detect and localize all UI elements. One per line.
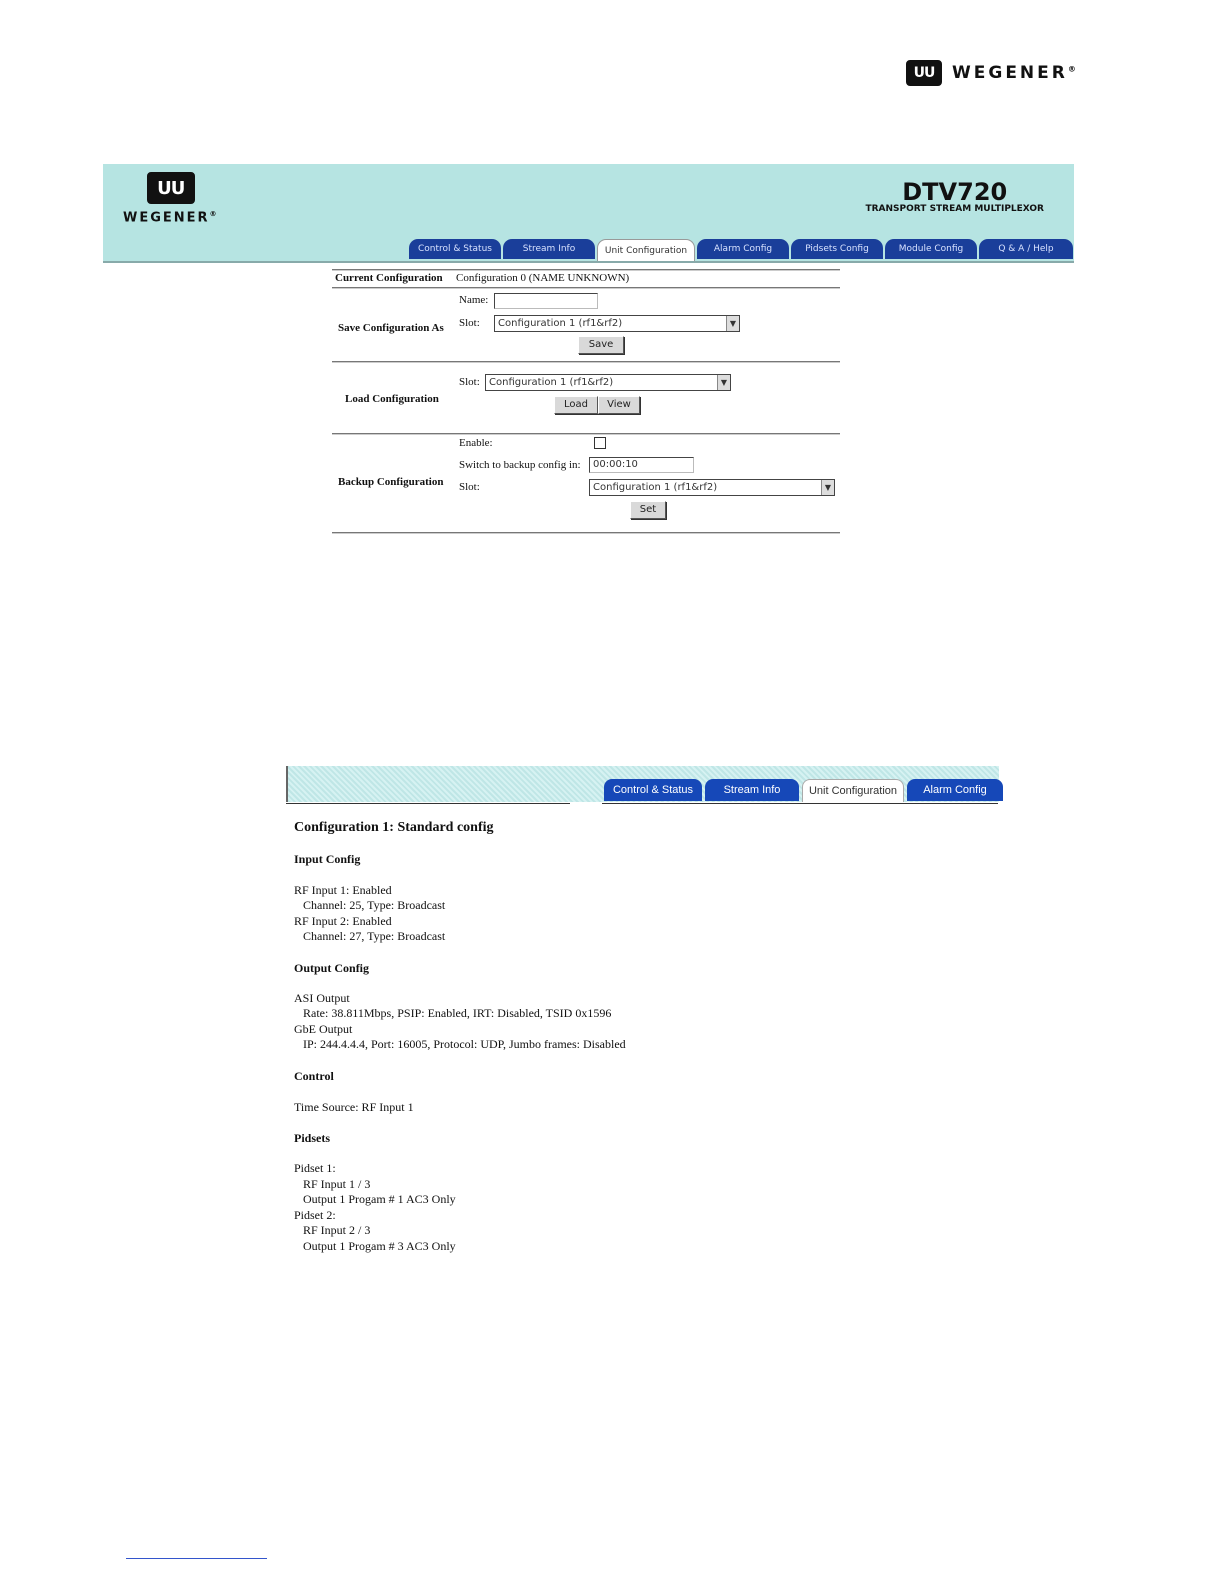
current-config-value: Configuration 0 (NAME UNKNOWN) <box>456 272 630 284</box>
output-config-heading: Output Config <box>294 961 370 975</box>
output-line: IP: 244.4.4.4, Port: 16005, Protocol: UDP, Jumbo frames: Disabled <box>303 1037 626 1051</box>
tab-control-status[interactable]: Control & Status <box>604 779 702 801</box>
control-line: Time Source: RF Input 1 <box>294 1100 414 1114</box>
save-slot-value: Configuration 1 (rf1&rf2) <box>498 318 623 329</box>
output-line: GbE Output <box>294 1022 353 1036</box>
wegener-logo-mark: UU <box>906 60 942 86</box>
save-slot-select[interactable] <box>494 315 740 332</box>
set-button[interactable]: Set <box>630 501 666 519</box>
output-line: ASI Output <box>294 991 350 1005</box>
tab-unit-configuration[interactable]: Unit Configuration <box>802 779 904 802</box>
tab-control-status[interactable]: Control & Status <box>409 239 501 259</box>
header-rule <box>602 803 998 804</box>
input-line: Channel: 27, Type: Broadcast <box>303 929 446 943</box>
chevron-down-icon[interactable]: ▼ <box>717 375 730 390</box>
divider <box>332 269 840 271</box>
switch-backup-label: Switch to backup config in: <box>459 459 581 471</box>
tab-alarm-config[interactable]: Alarm Config <box>907 779 1003 801</box>
product-title <box>865 180 1044 214</box>
pidset-line: Pidset 1: <box>294 1161 336 1175</box>
header-logo <box>123 172 219 225</box>
header-logo-text: WEGENER® <box>123 210 219 226</box>
save-slot-label: Slot: <box>459 317 480 329</box>
view-button[interactable]: View <box>598 396 640 414</box>
divider <box>332 532 840 534</box>
unit-config-screenshot-1 <box>103 164 1074 540</box>
switch-backup-input[interactable]: 00:00:10 <box>589 457 694 473</box>
product-model: DTV720 <box>902 178 1008 206</box>
page-logo <box>906 60 1079 86</box>
tab-unit-configuration[interactable]: Unit Configuration <box>597 239 695 261</box>
save-name-input[interactable] <box>494 293 598 309</box>
load-slot-select[interactable] <box>485 374 731 391</box>
save-button[interactable]: Save <box>578 336 624 354</box>
control-heading: Control <box>294 1069 334 1083</box>
app-header <box>103 164 1074 263</box>
wegener-logo-text: WEGENER® <box>952 63 1079 83</box>
config-view-screenshot-2 <box>286 766 998 1266</box>
load-config-label: Load Configuration <box>345 393 439 405</box>
backup-enable-label: Enable: <box>459 437 493 449</box>
header-logo-mark: UU <box>147 172 195 204</box>
input-line: RF Input 2: Enabled <box>294 914 392 928</box>
load-button[interactable]: Load <box>554 396 598 414</box>
chevron-down-icon[interactable]: ▼ <box>726 316 739 331</box>
tab-alarm-config[interactable]: Alarm Config <box>697 239 789 259</box>
tab-module-config[interactable]: Module Config <box>885 239 977 259</box>
pidset-line: RF Input 2 / 3 <box>303 1223 371 1237</box>
footnote-rule <box>126 1558 267 1559</box>
divider <box>332 361 840 363</box>
pidset-line: Output 1 Progam # 1 AC3 Only <box>303 1192 456 1206</box>
divider <box>332 433 840 435</box>
load-slot-label: Slot: <box>459 376 480 388</box>
header-rule <box>286 803 570 804</box>
input-line: Channel: 25, Type: Broadcast <box>303 898 446 912</box>
input-config-heading: Input Config <box>294 852 361 866</box>
backup-config-label: Backup Configuration <box>338 476 444 488</box>
current-config-label: Current Configuration <box>335 272 443 284</box>
divider <box>332 287 840 289</box>
backup-slot-label: Slot: <box>459 481 480 493</box>
backup-enable-checkbox[interactable] <box>594 437 606 449</box>
nav-tabs <box>604 779 1003 802</box>
pidset-line: RF Input 1 / 3 <box>303 1177 371 1191</box>
tab-qa-help[interactable]: Q & A / Help <box>979 239 1073 259</box>
config-title: Configuration 1: Standard config <box>294 820 494 835</box>
pidsets-heading: Pidsets <box>294 1131 330 1145</box>
input-line: RF Input 1: Enabled <box>294 883 392 897</box>
pidset-line: Output 1 Progam # 3 AC3 Only <box>303 1239 456 1253</box>
tab-stream-info[interactable]: Stream Info <box>503 239 595 259</box>
tab-pidsets-config[interactable]: Pidsets Config <box>791 239 883 259</box>
backup-slot-value: Configuration 1 (rf1&rf2) <box>593 482 718 493</box>
load-slot-value: Configuration 1 (rf1&rf2) <box>489 377 614 388</box>
output-line: Rate: 38.811Mbps, PSIP: Enabled, IRT: Disabled, TSID 0x1596 <box>303 1006 612 1020</box>
nav-tabs <box>409 239 1073 261</box>
app-header <box>286 766 999 802</box>
product-subtitle: TRANSPORT STREAM MULTIPLEXOR <box>865 204 1044 214</box>
chevron-down-icon[interactable]: ▼ <box>821 480 834 495</box>
save-config-label: Save Configuration As <box>338 322 444 334</box>
tab-stream-info[interactable]: Stream Info <box>705 779 799 801</box>
pidset-line: Pidset 2: <box>294 1208 336 1222</box>
name-label: Name: <box>459 294 489 306</box>
backup-slot-select[interactable] <box>589 479 835 496</box>
